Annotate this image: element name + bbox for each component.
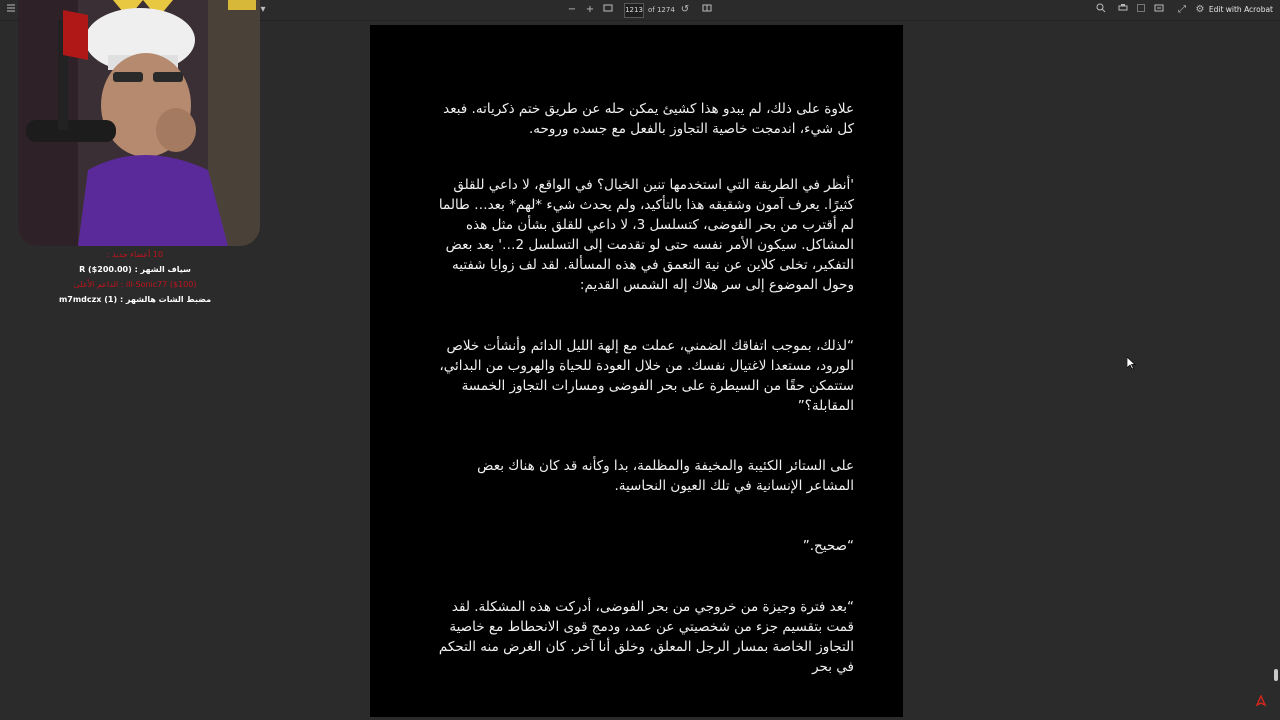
paragraph: علاوة على ذلك، لم يبدو هذا كشيئ يمكن حله عن طريق ختم ذكرياته. فبعد كل شيء، اندمجت خاصية التجاوز بالفعل مع جسده وروحه. bbox=[443, 101, 854, 137]
page-count: of 1274 bbox=[648, 6, 675, 14]
zoom-out-icon[interactable]: − bbox=[567, 4, 577, 15]
page-number-input[interactable]: 1213 bbox=[624, 3, 644, 18]
chat-moderator-label: مضبط الشات هالشهر : (1) m7mdczx bbox=[58, 295, 212, 304]
chevron-down-icon[interactable]: ▾ bbox=[260, 4, 266, 15]
stream-stats-overlay bbox=[0, 247, 270, 307]
zoom-in-icon[interactable]: + bbox=[585, 4, 595, 15]
paragraph: على الستائر الكئيبة والمخيفة والمظلمة، بدا وكأنه قد كان هناك بعض المشاعر الإنسانية في تلك العيون النحاسية. bbox=[477, 458, 854, 494]
paragraph: “بعد فترة وجيزة من خروجي من بحر الفوضى، أدركت هذه المشكلة. لقد قمت بتقسيم جزء من شخصيتي عن عمد، ودمج قوى الانحطاط مع خاصية التجاوز الخاصة بمسار الرجل المعلق، وخلق أنا آخر. كان الغرض منه التحكم في بحر bbox=[438, 599, 854, 675]
scroll-thumb[interactable] bbox=[1274, 669, 1278, 681]
pdf-page bbox=[370, 25, 903, 717]
rotate-icon[interactable]: ↺ bbox=[680, 4, 690, 15]
scrollbar[interactable] bbox=[1272, 24, 1278, 714]
paragraph: 'أنظر في الطريقة التي استخدمها تنين الخيال؟ في الواقع، لا داعي للقلق كثيرًا. يعرف آمون وشقيقه هذا بالتأكيد، ولم يحدث شيء *لهم* بعد… طالما لم أقترب من بحر الفوضى، كتسلسل 3، لا داعي للقلق بشأن مثل هذه المشاكل. سيكون الأمر نفسه حتى لو تقدمت إلى التسلسل 2…' بعد بعض التفكير، تخلى كلاين عن نية التعمق في هذه المسألة. لقد لف زوايا شفتيه وحول الموضوع إلى سر هلاك إله الشمس القديم: bbox=[438, 177, 854, 293]
mouse-cursor-icon bbox=[1127, 355, 1136, 374]
paragraph: “صحيح.” bbox=[802, 538, 854, 554]
save-icon[interactable] bbox=[1134, 3, 1148, 17]
acrobat-logo-icon[interactable] bbox=[1255, 692, 1267, 704]
sign-icon[interactable] bbox=[1152, 3, 1166, 17]
paragraph: “لذلك، بموجب اتفاقك الضمني، عملت مع إلهة الليل الدائم وأنشأت خلاص الورود، مستعدا لاغتيال نفسك. من خلال العودة للحياة والهروب من البدائي، ستتمكن حقًا من السيطرة على بحر الفوضى ومسارات التجاوز الخمسة المقابلة؟” bbox=[439, 338, 854, 414]
edit-with-acrobat-button[interactable]: Edit with Acrobat bbox=[1208, 5, 1273, 14]
print-icon[interactable] bbox=[1116, 3, 1130, 17]
month-sword-label: سياف الشهر : R ($200.00) bbox=[79, 265, 191, 274]
fit-page-icon[interactable] bbox=[601, 3, 615, 17]
expand-icon[interactable]: ⤢ bbox=[1178, 4, 1186, 15]
settings-icon[interactable]: ⚙ bbox=[1195, 4, 1205, 15]
top-supporter-label: ill-Sonic77 ($100) : الداعم الأعلى bbox=[73, 280, 197, 289]
sidebar-menu-icon[interactable] bbox=[4, 3, 18, 17]
new-members-label: 10 أعضاء جديد : bbox=[106, 250, 164, 259]
webcam-overlay bbox=[18, 0, 260, 246]
two-page-icon[interactable] bbox=[700, 3, 714, 17]
search-icon[interactable] bbox=[1094, 3, 1108, 17]
